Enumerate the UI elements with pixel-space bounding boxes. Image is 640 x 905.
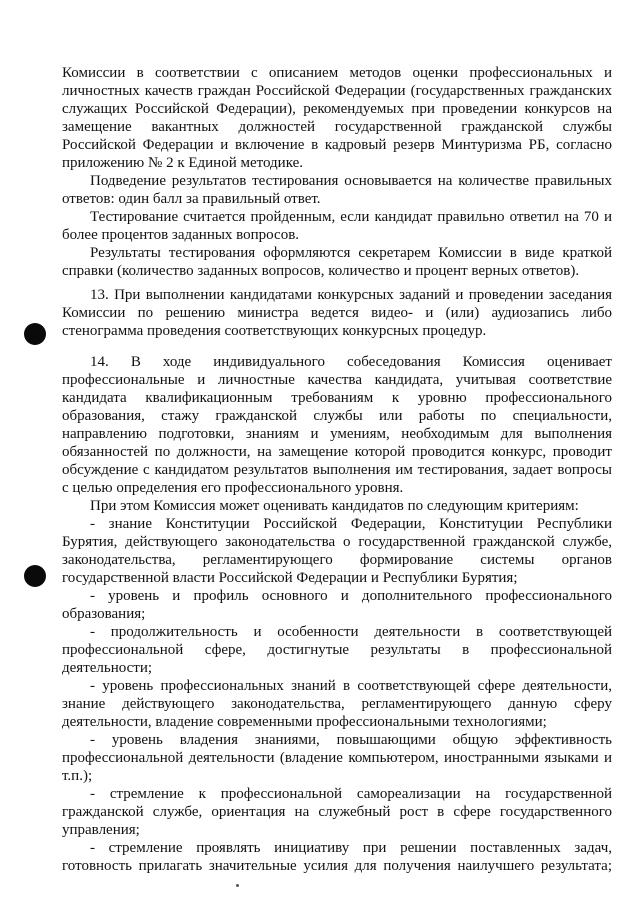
text-line: деятельности, владение современными профессиональными технологиями;: [62, 714, 547, 730]
paragraph-block: [62, 286, 612, 340]
text-line: - уровень владения знаниями, повышающими общую эффективность: [90, 732, 612, 748]
text-line: личностных качеств граждан Российской Федерации (государственных гражданских: [62, 83, 612, 99]
text-line: - продолжительность и особенности деятельности в соответствующей: [90, 624, 612, 640]
punch-hole-bottom: [24, 565, 46, 587]
text-line: Комиссии по решению министра ведется видео- и (или) аудиозапись либо: [62, 305, 612, 321]
text-line: государственной власти Российской Федерации и Республики Бурятия;: [62, 570, 518, 586]
text-line: Результаты тестирования оформляются секретарем Комиссии в виде краткой: [90, 245, 612, 261]
text-line: управления;: [62, 822, 140, 838]
text-line: Тестирование считается пройденным, если кандидат правильно ответил на 70 и: [90, 209, 612, 225]
paragraph-block: [62, 353, 612, 875]
text-line: законодательства, регламентирующего формирование системы органов: [62, 552, 612, 568]
text-line: - стремление проявлять инициативу при решении поставленных задач,: [90, 840, 612, 856]
text-line: приложению № 2 к Единой методике.: [62, 155, 304, 171]
text-line: ответов: один балл за правильный ответ.: [62, 191, 321, 207]
text-line: кандидата квалификационным требованиям к уровню профессионального: [62, 390, 612, 406]
text-line: профессиональные и личностные качества кандидата, учитывая соответствие: [62, 372, 612, 388]
text-line: Комиссии в соответствии с описанием методов оценки профессиональных и: [62, 65, 612, 81]
text-line: с целью определения его профессионального уровня.: [62, 480, 404, 496]
text-line: - уровень профессиональных знаний в соответствующей сфере деятельности,: [90, 678, 612, 694]
text-line: замещение вакантных должностей государственной гражданской службы: [62, 119, 612, 135]
text-line: профессиональной деятельности (владение компьютером, иностранными языками и: [62, 750, 612, 766]
text-line: направлению подготовки, знаниям и умениям, необходимым для выполнения: [62, 426, 612, 442]
text-line: стенограмма проведения соответствующих конкурсных процедур.: [62, 323, 487, 339]
scan-speck: [236, 884, 239, 887]
text-line: образования;: [62, 606, 146, 622]
text-line: готовность прилагать значительные усилия для получения наилучшего результата;: [62, 858, 612, 874]
text-line: Российской Федерации и включение в кадровый резерв Минтуризма РБ, согласно: [62, 137, 612, 153]
text-line: 13. При выполнении кандидатами конкурсных заданий и проведении заседания: [90, 287, 612, 303]
text-line: т.п.);: [62, 768, 93, 784]
text-line: справки (количество заданных вопросов, количество и процент верных ответов).: [62, 263, 580, 279]
text-line: 14. В ходе индивидуального собеседования Комиссия оценивает: [90, 354, 612, 370]
text-line: более процентов заданных вопросов.: [62, 227, 300, 243]
text-line: - знание Конституции Российской Федерации, Конституции Республики: [90, 516, 612, 532]
text-line: профессиональной сфере, достигнутые результаты в профессиональной: [62, 642, 612, 658]
text-line: гражданской службе, ориентация на служебный рост в сфере государственного: [62, 804, 612, 820]
text-line: служащих Российской Федерации), рекомендуемых при проведении конкурсов на: [62, 101, 612, 117]
text-line: При этом Комиссия может оценивать кандидатов по следующим критериям:: [90, 498, 579, 514]
paragraph-block: [62, 64, 612, 280]
text-line: деятельности;: [62, 660, 153, 676]
text-line: знание действующего законодательства, регламентирующего данную сферу: [62, 696, 612, 712]
text-line: обсуждение с кандидатом результатов выполнения им тестирования, задает вопросы: [62, 462, 612, 478]
text-line: образования, стажу гражданской службы или работы по специальности,: [62, 408, 612, 424]
text-line: - стремление к профессиональной самореализации на государственной: [90, 786, 612, 802]
text-line: Бурятия, действующего законодательства о государственной гражданской службе,: [62, 534, 612, 550]
text-line: - уровень и профиль основного и дополнительного профессионального: [90, 588, 612, 604]
text-line: Подведение результатов тестирования основывается на количестве правильных: [90, 173, 612, 189]
text-line: обязанностей по должности, на замещение которой проводится конкурс, проводит: [62, 444, 612, 460]
punch-hole-top: [24, 323, 46, 345]
